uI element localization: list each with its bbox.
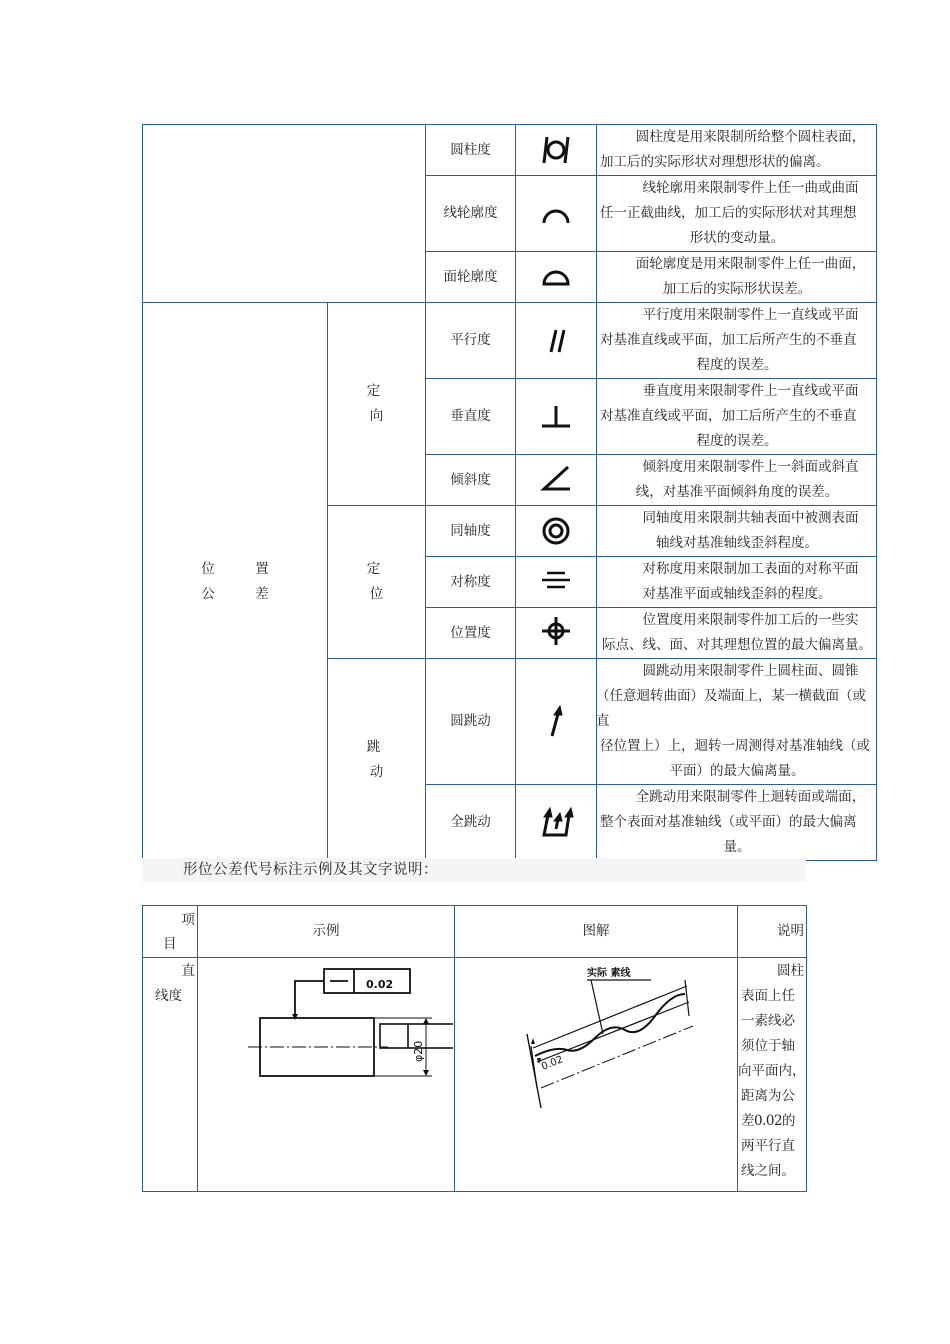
- example-dimension-label: φ20: [412, 1040, 425, 1062]
- item-description: 圆跳动用来限制零件上圆柱面、圆锥 （任意迴转曲面）及端面上，某一横截面（或直 径位置上）上，迴转一周测得对基准轴线（或 平面）的最大偏离量。: [597, 659, 877, 785]
- straightness-diagram: [455, 958, 738, 1182]
- surface-profile-symbol-icon: [516, 252, 597, 303]
- item-description: 垂直度用来限制零件上一直线或平面 对基准直线或平面，加工后所产生的不垂直 程度的误差。: [597, 379, 877, 455]
- item-name: 圆柱度: [426, 125, 516, 176]
- item-name: 面轮廓度: [426, 252, 516, 303]
- circular-runout-symbol-icon: [516, 659, 597, 785]
- tolerance-table: [142, 124, 877, 861]
- angularity-symbol-icon: [516, 455, 597, 506]
- line-profile-symbol-icon: [516, 176, 597, 252]
- header-item: 项 目: [143, 906, 198, 958]
- table-row: [143, 303, 877, 379]
- caption-text: 形位公差代号标注示例及其文字说明：: [183, 862, 438, 878]
- item-description: 位置度用来限制零件加工后的一些实 际点、线、面、对其理想位置的最大偏离量。: [597, 608, 877, 659]
- item-description: 线轮廓用来限制零件上任一曲或曲面 任一正截曲线，加工后的实际形状对其理想 形状的变动量。: [597, 176, 877, 252]
- perpendicularity-symbol-icon: [516, 379, 597, 455]
- item-name: 对称度: [426, 557, 516, 608]
- symmetry-symbol-icon: [516, 557, 597, 608]
- item-name: 线轮廓度: [426, 176, 516, 252]
- example-tolerance-value: 0.02: [366, 978, 394, 991]
- orientation-group-label: 定 向: [328, 303, 426, 506]
- table-header-row: [143, 906, 807, 958]
- item-description: 全跳动用来限制零件上迴转面或端面， 整个表面对基准轴线（或平面）的最大偏离 量。: [597, 785, 877, 861]
- empty-category-cell: [143, 125, 426, 303]
- item-cell: 直 线度: [143, 958, 198, 1192]
- example-cell: [198, 958, 455, 1192]
- header-note: 说明: [738, 906, 807, 958]
- item-description: 对称度用来限制加工表面的对称平面 对基准平面或轴线歪斜的程度。: [597, 557, 877, 608]
- position-symbol-icon: [516, 608, 597, 659]
- item-name: 位置度: [426, 608, 516, 659]
- parallelism-symbol-icon: [516, 303, 597, 379]
- concentricity-symbol-icon: [516, 506, 597, 557]
- diagram-tolerance-value: 0.02: [540, 1054, 565, 1073]
- item-description: 同轴度用来限制共轴表面中被测表面 轴线对基准轴线歪斜程度。: [597, 506, 877, 557]
- total-runout-symbol-icon: [516, 785, 597, 861]
- location-group-label: 定 位: [328, 506, 426, 659]
- table-row: [143, 958, 807, 1192]
- item-description: 倾斜度用来限制零件上一斜面或斜直 线，对基准平面倾斜角度的误差。: [597, 455, 877, 506]
- diagram-label: 实际 素线: [587, 968, 631, 979]
- header-diagram: 图解: [455, 906, 738, 958]
- item-name: 倾斜度: [426, 455, 516, 506]
- item-name: 全跳动: [426, 785, 516, 861]
- diagram-cell: [455, 958, 738, 1192]
- item-description: 面轮廓度是用来限制零件上任一曲面， 加工后的实际形状误差。: [597, 252, 877, 303]
- note-cell: 圆柱 表面上任 一素线必 须位于轴 向平面内， 距离为公 差0.02的 两平行直 线之间。: [738, 958, 807, 1192]
- runout-group-label: 跳 动: [328, 659, 426, 861]
- straightness-example-drawing: [198, 958, 453, 1182]
- cylindricity-symbol-icon: [516, 125, 597, 176]
- item-name: 平行度: [426, 303, 516, 379]
- item-name: 垂直度: [426, 379, 516, 455]
- item-description: 平行度用来限制零件上一直线或平面 对基准直线或平面，加工后所产生的不垂直 程度的误差。: [597, 303, 877, 379]
- item-description: 圆柱度是用来限制所给整个圆柱表面， 加工后的实际形状对理想形状的偏离。: [597, 125, 877, 176]
- position-tolerance-category: 位 置 公 差: [143, 303, 328, 861]
- table-row: [143, 125, 877, 176]
- section-caption: [142, 858, 806, 882]
- header-example: 示例: [198, 906, 455, 958]
- item-name: 同轴度: [426, 506, 516, 557]
- annotation-example-table: [142, 905, 807, 1192]
- item-name: 圆跳动: [426, 659, 516, 785]
